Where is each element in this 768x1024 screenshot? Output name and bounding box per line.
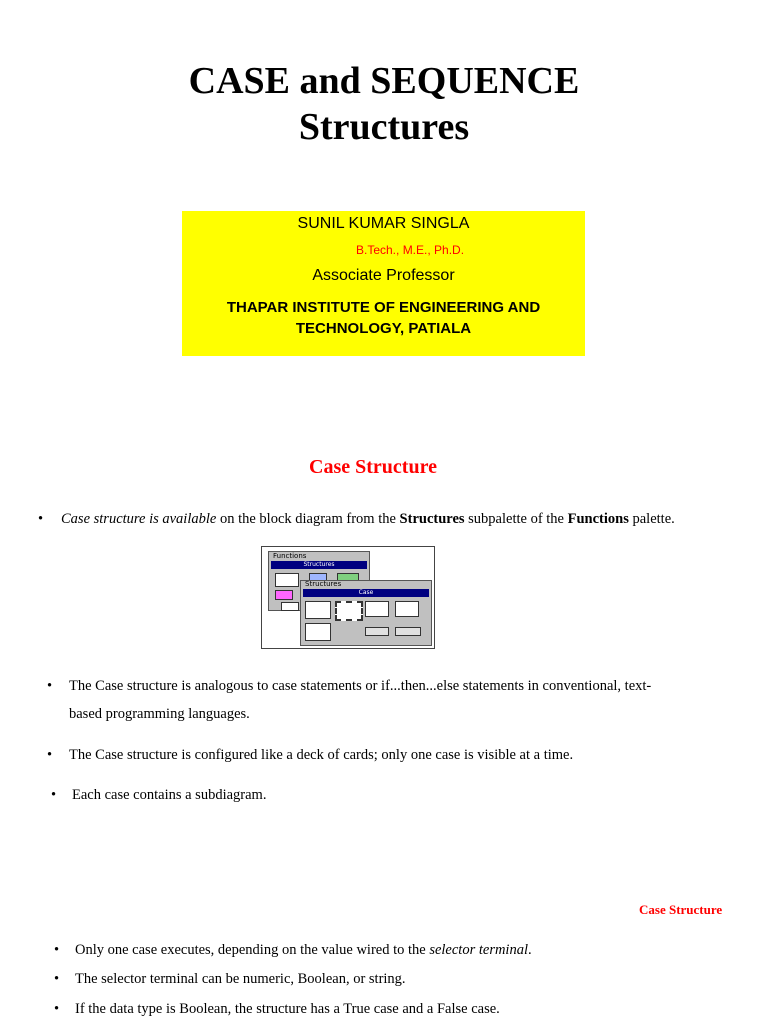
bullet-dot: •: [54, 1001, 60, 1017]
page-title: [0, 58, 768, 150]
intro-bold-functions: Functions: [567, 511, 629, 527]
functions-palette-image: [261, 546, 435, 649]
author-box: [182, 211, 585, 356]
author-degrees: B.Tech., M.E., Ph.D.: [356, 243, 465, 257]
list-item-text: If the data type is Boolean, the structure has a True case and a False case.: [75, 1001, 500, 1017]
author-institute: [182, 297, 585, 339]
section-heading-case-structure: Case Structure: [309, 456, 437, 478]
list-item-text: The selector terminal can be numeric, Boolean, or string.: [75, 971, 406, 987]
title-line-1: CASE and SEQUENCE: [188, 60, 580, 102]
list-item-text-line-2: based programming languages.: [69, 706, 250, 722]
list-item-text: Each case contains a subdiagram.: [72, 787, 267, 803]
palette-tile: [305, 601, 331, 619]
functions-palette-title: Functions: [273, 552, 307, 560]
case-structure-tile: [335, 601, 363, 621]
structures-palette-bar: Structures: [271, 561, 367, 569]
selector-terminal-term: selector terminal: [429, 942, 528, 958]
bullet-dot: •: [47, 678, 53, 694]
structures-palette-window: [300, 580, 432, 646]
intro-part-4: palette.: [628, 511, 675, 527]
palette-tile: [305, 623, 331, 641]
list-item-text-line-1: The Case structure is analogous to case statements or if...then...else statements in conventional, text-: [69, 678, 652, 694]
author-name: SUNIL KUMAR SINGLA: [297, 215, 470, 232]
list-item-text: [75, 936, 532, 964]
intro-part-2: on the block diagram from the: [216, 511, 400, 527]
bullet-dot: •: [51, 787, 57, 803]
palette-tile: [275, 590, 293, 600]
bullet-dot: •: [47, 747, 53, 763]
author-designation: Associate Professor: [312, 267, 455, 284]
intro-bold-structures: Structures: [399, 511, 465, 527]
section-heading-case-structure-2: Case Structure: [639, 902, 723, 917]
list-item-text: The Case structure is configured like a deck of cards; only one case is visible at a time.: [69, 747, 574, 763]
bullet-dot: •: [54, 942, 60, 958]
bullet-dot: •: [54, 971, 60, 987]
case-palette-bar: Case: [303, 589, 429, 597]
list-item-text-before: Only one case executes, depending on the value wired to the: [75, 942, 430, 958]
intro-text: [61, 505, 675, 533]
institute-line-2: TECHNOLOGY, PATIALA: [295, 320, 472, 337]
palette-tile: [365, 601, 389, 617]
palette-tile: [275, 573, 299, 587]
palette-tile: [395, 627, 421, 636]
institute-line-1: THAPAR INSTITUTE OF ENGINEERING AND: [226, 299, 541, 316]
list-item-text-after: .: [528, 942, 532, 958]
bullet-dot: •: [38, 511, 44, 527]
intro-italic: Case structure is available: [61, 511, 217, 527]
palette-tile: [281, 602, 299, 611]
structures-palette-title: Structures: [305, 580, 342, 588]
palette-tile: [365, 627, 389, 636]
intro-part-3: subpalette of the: [464, 511, 568, 527]
title-line-2: Structures: [298, 106, 470, 148]
palette-tile: [395, 601, 419, 617]
